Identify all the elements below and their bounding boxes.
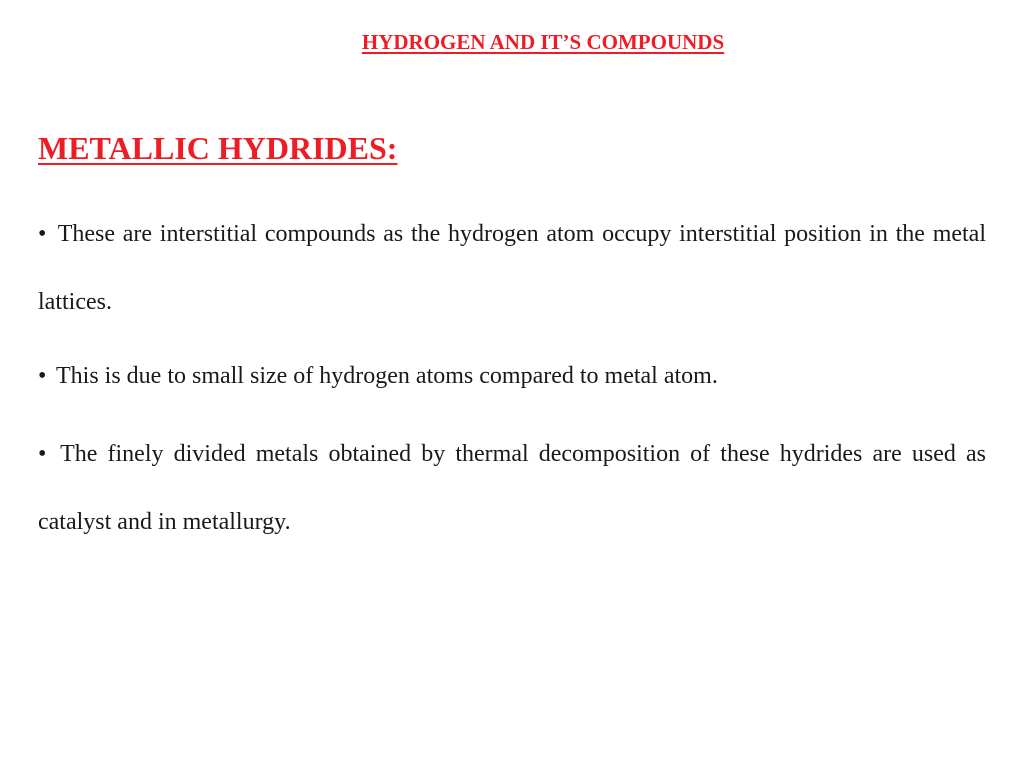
header-title: HYDROGEN AND IT’S COMPOUNDS [361, 30, 725, 54]
bullet-text: The finely divided metals obtained by thermal decomposition of these hydrides are used as catalyst and in metallurgy. [38, 441, 986, 535]
bullet-item [38, 420, 986, 556]
bullet-marker: • [38, 221, 47, 247]
bullet-item [38, 352, 986, 400]
bullet-marker: • [38, 441, 47, 467]
bullet-marker: • [38, 363, 47, 389]
bullet-list [38, 200, 986, 576]
bullet-text: This is due to small size of hydrogen atoms compared to metal atom. [55, 363, 718, 389]
bullet-text: These are interstitial compounds as the hydrogen atom occupy interstitial position in the metal lattices. [38, 221, 986, 315]
section-heading: METALLIC HYDRIDES: [38, 130, 398, 166]
bullet-item [38, 200, 986, 336]
